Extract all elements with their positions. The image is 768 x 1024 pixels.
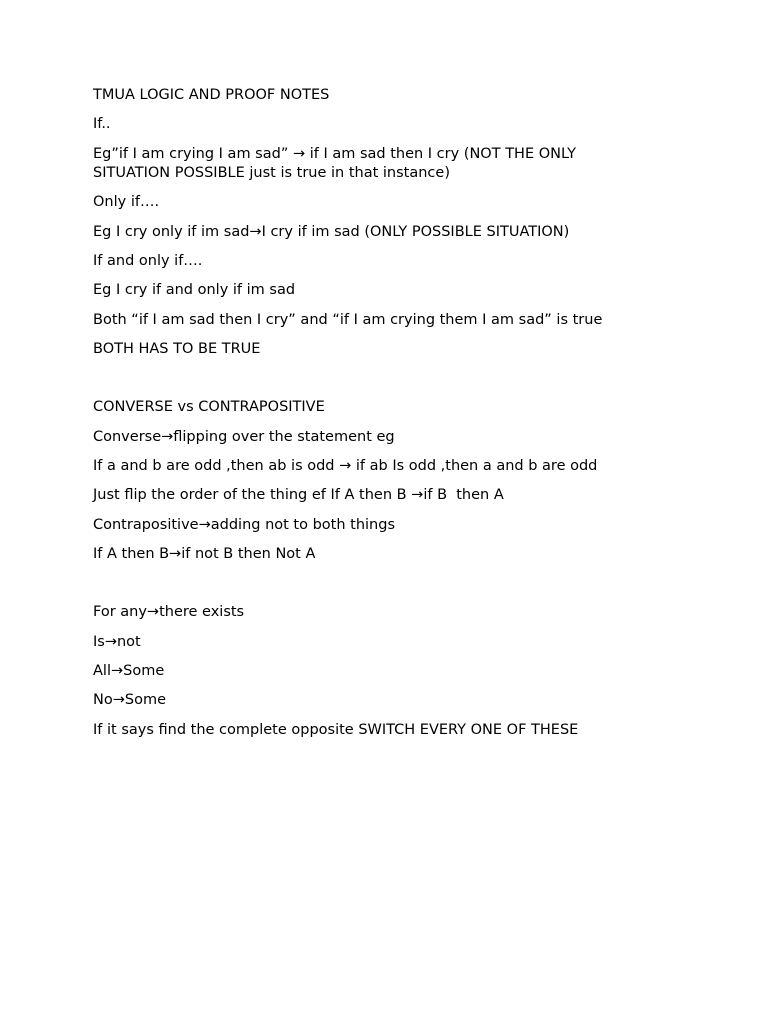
document-title: TMUA LOGIC AND PROOF NOTES bbox=[93, 87, 330, 103]
note-line: Is→not bbox=[93, 633, 141, 650]
paragraph-gap bbox=[93, 369, 653, 398]
section-heading: CONVERSE vs CONTRAPOSITIVE bbox=[93, 399, 325, 416]
note-line: Eg I cry if and only if im sad bbox=[93, 282, 296, 299]
note-line: Converse→flipping over the statement eg bbox=[93, 428, 395, 445]
note-line: No→Some bbox=[93, 692, 166, 709]
note-line: Just flip the order of the thing ef If A then B →if B then A bbox=[93, 487, 504, 504]
note-line: Both “if I am sad then I cry” and “if I am crying them I am sad” is true bbox=[93, 311, 603, 328]
note-line: If a and b are odd ,then ab is odd → if ab Is odd ,then a and b are odd bbox=[93, 457, 598, 474]
note-line: For any→there exists bbox=[93, 604, 245, 621]
note-line: BOTH HAS TO BE TRUE bbox=[93, 340, 261, 357]
note-line: Eg I cry only if im sad→I cry if im sad (ONLY POSSIBLE SITUATION) bbox=[93, 223, 570, 240]
note-line: All→Some bbox=[93, 662, 165, 679]
note-line: If A then B→if not B then Not A bbox=[93, 545, 316, 562]
note-line: Contrapositive→adding not to both things bbox=[93, 516, 396, 533]
note-line: Only if…. bbox=[93, 194, 160, 211]
document-body bbox=[93, 86, 653, 750]
note-line: If it says find the complete opposite SWITCH EVERY ONE OF THESE bbox=[93, 721, 579, 738]
note-line: Eg”if I am crying I am sad” → if I am sad then I cry (NOT THE ONLY SITUATION POSSIBLE just is true in that instance) bbox=[93, 145, 581, 182]
note-line: If.. bbox=[93, 116, 111, 133]
note-line: If and only if…. bbox=[93, 252, 203, 269]
paragraph-gap bbox=[93, 574, 653, 603]
